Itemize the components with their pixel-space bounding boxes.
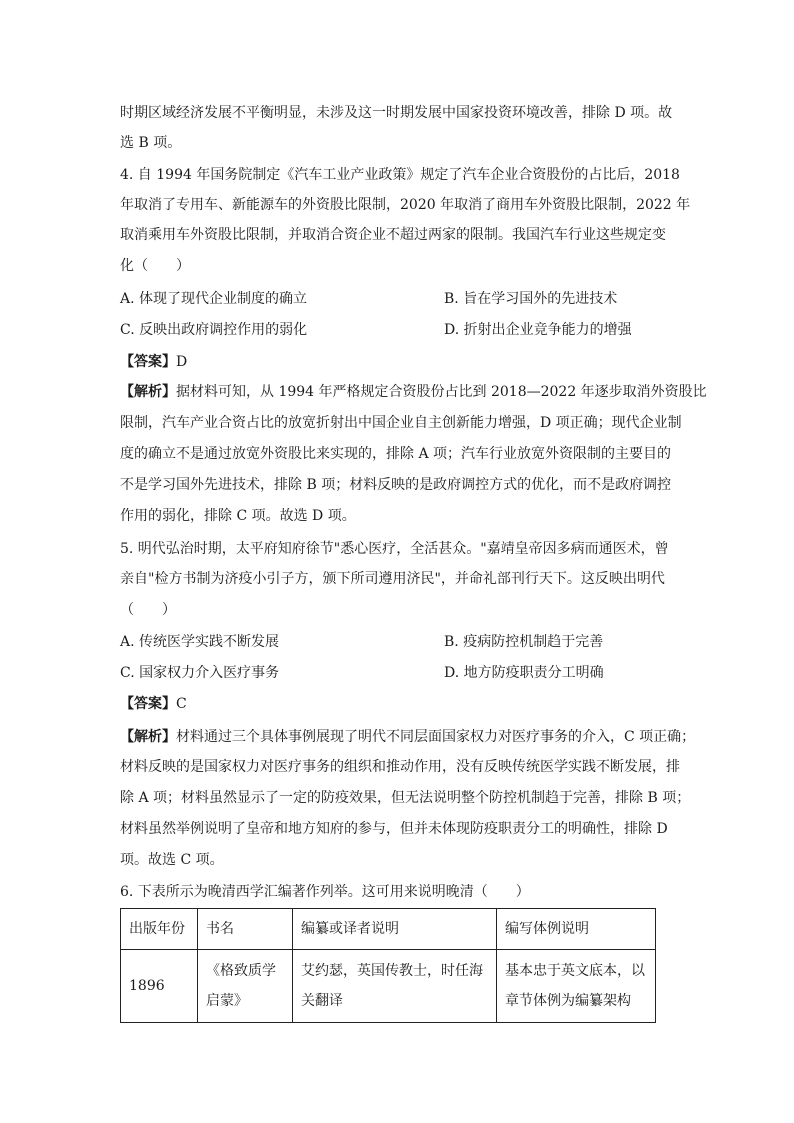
q5-analysis-line: 材料反映的是国家权力对医疗事务的组织和推动作用，没有反映传统医学实践不断发展，排 — [120, 759, 680, 775]
table-cell: 基本忠于英文底本，以章节体例为编纂架构 — [497, 950, 656, 1023]
intro-line: 选 B 项。 — [120, 135, 182, 151]
analysis-text: 据材料可知，从 1994 年严格规定合资股份占比到 2018—2022 年逐步取消外资股比 — [176, 384, 707, 400]
q5-option-c: C. 国家权力介入医疗事务 — [120, 665, 280, 681]
q4-stem-line: 4. 自 1994 年国务院制定《汽车工业产业政策》规定了汽车企业合资股份的占比后，2018 — [120, 167, 680, 183]
table-header-cell: 书名 — [198, 909, 293, 950]
answer-label: 【答案】 — [120, 696, 176, 712]
answer-value: D — [176, 354, 188, 370]
q4-option-a: A. 体现了现代企业制度的确立 — [120, 291, 308, 307]
table-row — [121, 950, 656, 1023]
table-cell: 艾约瑟，英国传教士，时任海关翻译 — [293, 950, 497, 1023]
q4-analysis-line: 限制，汽车产业合资占比的放宽折射出中国企业自主创新能力增强，D 项正确；现代企业制 — [120, 415, 682, 431]
q4-option-c: C. 反映出政府调控作用的弱化 — [120, 322, 308, 338]
q4-analysis-line: 度的确立不是通过放宽外资股比来实现的，排除 A 项；汽车行业放宽外资限制的主要目的 — [120, 446, 672, 462]
q5-option-b: B. 疫病防控机制趋于完善 — [444, 634, 604, 650]
q6-stem: 6. 下表所示为晚清西学汇编著作列举。这可用来说明晚清（ ） — [120, 884, 530, 900]
intro-line: 时期区域经济发展不平衡明显，未涉及这一时期发展中国家投资环境改善，排除 D 项。故 — [120, 105, 673, 121]
q6-table — [120, 908, 656, 1023]
table-header-row — [121, 909, 656, 950]
q5-analysis-line — [120, 727, 695, 747]
table-header-cell: 编纂或译者说明 — [293, 909, 497, 950]
table-cell: 《格致质学启蒙》 — [198, 950, 293, 1023]
q5-analysis-line: 材料虽然举例说明了皇帝和地方知府的参与，但并未体现防疫职责分工的明确性，排除 D — [120, 821, 668, 837]
table-header-cell: 出版年份 — [121, 909, 198, 950]
q4-stem-line: 化（ ） — [120, 258, 190, 274]
q5-stem-line: 亲自"检方书制为济疫小引子方，颁下所司遵用济民"，并命礼部刊行天下。这反映出明代 — [120, 571, 665, 587]
analysis-text: 材料通过三个具体事例展现了明代不同层面国家权力对医疗事务的介入，C 项正确； — [176, 729, 696, 745]
q4-answer — [120, 352, 187, 372]
q5-option-d: D. 地方防疫职责分工明确 — [444, 665, 604, 681]
q5-answer — [120, 694, 187, 714]
answer-value: C — [176, 696, 187, 712]
q5-stem-line: （ ） — [120, 602, 176, 618]
q4-option-d: D. 折射出企业竞争能力的增强 — [444, 322, 632, 338]
q5-stem-line: 5. 明代弘治时期，太平府知府徐节"悉心医疗，全活甚众。"嘉靖皇帝因多病而通医术，曾 — [120, 541, 669, 557]
table-cell: 1896 — [121, 950, 198, 1023]
analysis-label: 【解析】 — [120, 384, 176, 400]
q4-option-b: B. 旨在学习国外的先进技术 — [444, 291, 618, 307]
q4-analysis-line — [120, 382, 707, 402]
analysis-label: 【解析】 — [120, 729, 176, 745]
q4-stem-line: 年取消了专用车、新能源车的外资股比限制，2020 年取消了商用车外资股比限制，2022 年 — [120, 197, 691, 213]
answer-label: 【答案】 — [120, 354, 176, 370]
table-header-cell: 编写体例说明 — [497, 909, 656, 950]
q4-stem-line: 取消乘用车外资股比限制，并取消合资企业不超过两家的限制。我国汽车行业这些规定变 — [120, 227, 666, 243]
q5-analysis-line: 除 A 项；材料虽然显示了一定的防疫效果，但无法说明整个防控机制趋于完善，排除 B 项； — [120, 790, 691, 806]
q4-analysis-line: 作用的弱化，排除 C 项。故选 D 项。 — [120, 508, 356, 524]
q4-analysis-line: 不是学习国外先进技术，排除 B 项；材料反映的是政府调控方式的优化，而不是政府调控 — [120, 477, 672, 493]
q5-analysis-line: 项。故选 C 项。 — [120, 852, 224, 868]
q5-option-a: A. 传统医学实践不断发展 — [120, 634, 280, 650]
